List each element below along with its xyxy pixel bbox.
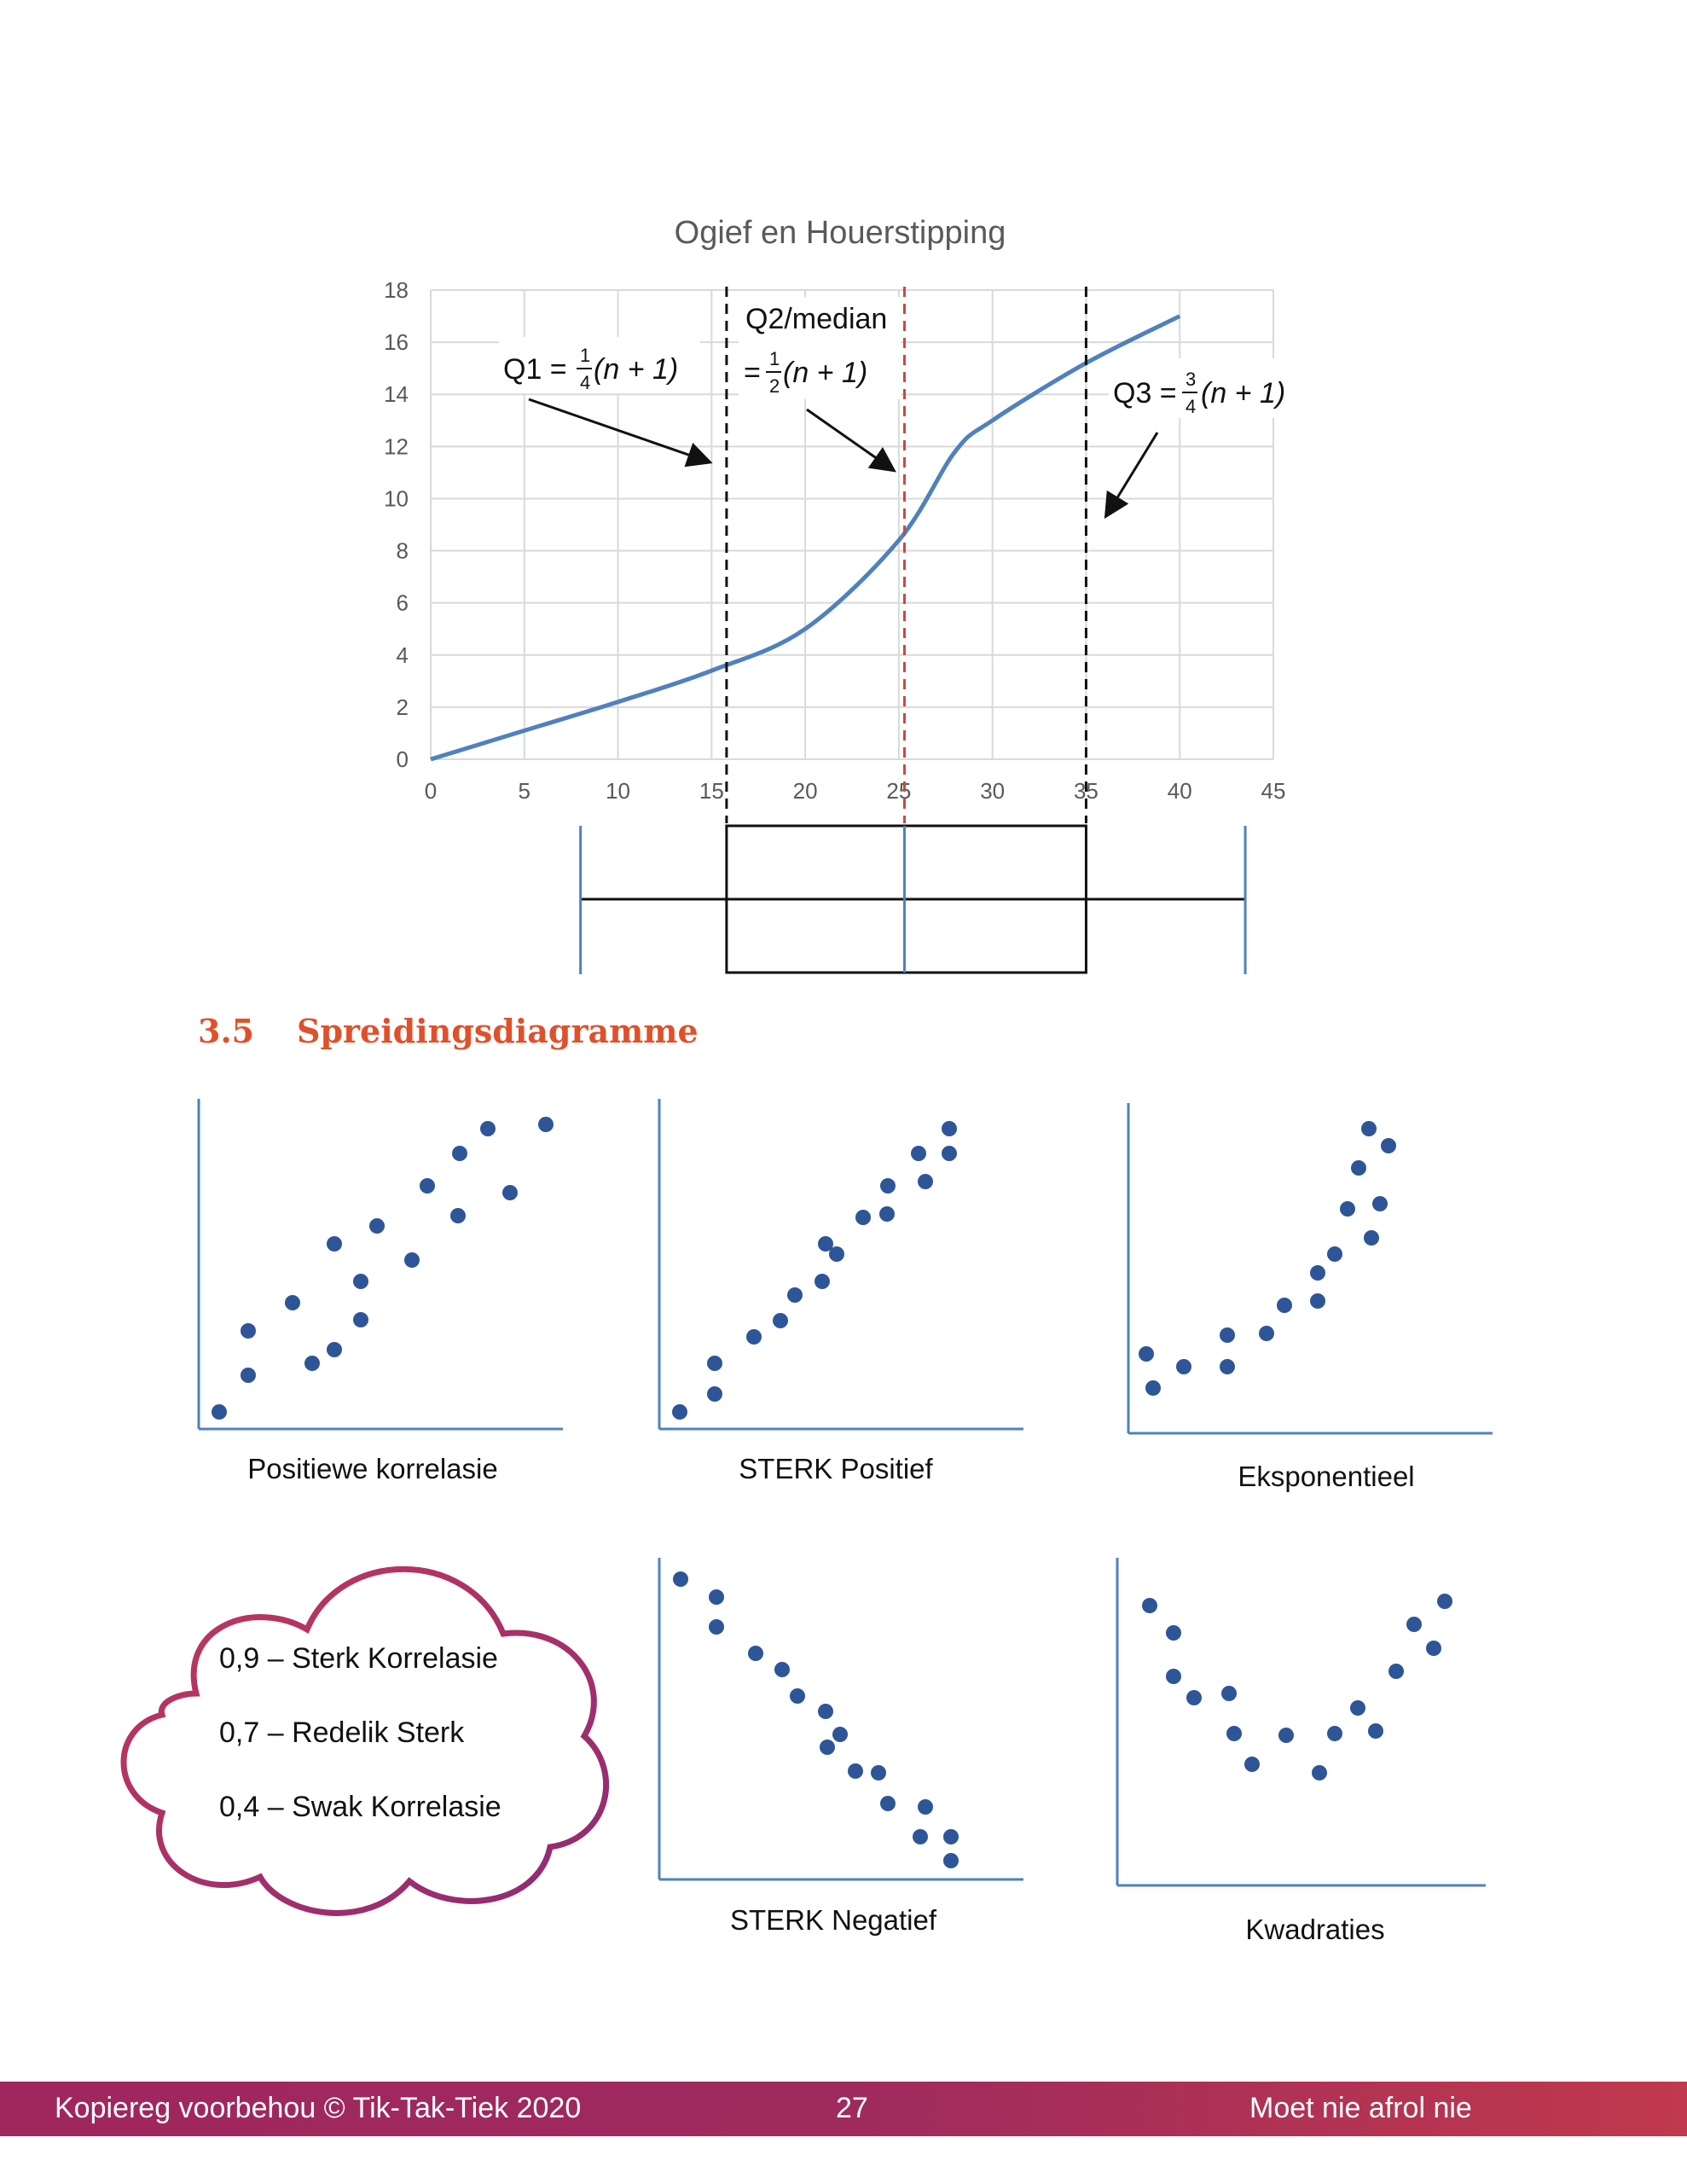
y-tick-label: 0 — [396, 746, 409, 772]
svg-text:(n + 1): (n + 1) — [1201, 377, 1286, 410]
footer-page-number: 27 — [836, 2092, 868, 2124]
footer-copyright: Kopiereg voorbehou © Tik-Tak-Tiek 2020 — [55, 2092, 582, 2124]
section-title: Spreidingsdiagramme — [297, 1012, 699, 1050]
q3-arrow — [1107, 433, 1157, 514]
caption-strong-positive: STERK Positief — [739, 1453, 933, 1484]
scatter-dots — [673, 1571, 959, 1868]
x-tick-label: 15 — [699, 778, 724, 804]
y-tick-label: 4 — [396, 642, 409, 668]
box-plot — [581, 826, 1245, 974]
x-tick-label: 5 — [518, 778, 531, 804]
scatter-strong-positive — [652, 1092, 1045, 1450]
svg-text:1: 1 — [769, 348, 780, 369]
y-tick-label: 18 — [384, 277, 409, 303]
svg-text:4: 4 — [1186, 396, 1197, 417]
q2-arrow — [807, 410, 892, 469]
scatter-quadratic — [1110, 1551, 1503, 1901]
svg-text:4: 4 — [580, 372, 591, 393]
caption-strong-negative: STERK Negatief — [729, 1904, 937, 1936]
scatter-dots — [1139, 1121, 1396, 1396]
y-tick-label: 14 — [384, 381, 409, 408]
x-tick-label: 40 — [1167, 778, 1192, 804]
y-tick-label: 10 — [384, 485, 409, 512]
cloud-line-weak: 0,4 – Swak Korrelasie — [219, 1791, 501, 1823]
cloud-line-strong: 0,9 – Sterk Korrelasie — [219, 1642, 498, 1675]
caption-quadratic: Kwadraties — [1245, 1914, 1385, 1945]
x-tick-label: 30 — [980, 778, 1006, 804]
y-tick-label: 8 — [396, 537, 409, 564]
svg-text:Q3 =: Q3 = — [1113, 377, 1177, 410]
x-tick-label: 35 — [1073, 778, 1099, 804]
scatter-strong-negative — [652, 1551, 1045, 1901]
x-tick-label: 10 — [606, 778, 631, 804]
footer-note: Moet nie afrol nie — [1249, 2092, 1472, 2124]
scatter-dots — [212, 1117, 554, 1420]
x-tick-label: 45 — [1261, 778, 1286, 804]
caption-exponential: Eksponentieel — [1238, 1461, 1415, 1492]
cloud-line-moderate: 0,7 – Redelik Sterk — [219, 1716, 465, 1749]
page-footer — [0, 2082, 1687, 2136]
y-tick-label: 16 — [384, 329, 409, 356]
x-tick-label: 25 — [886, 778, 912, 804]
x-tick-label: 20 — [792, 778, 818, 804]
q3-annotation — [1109, 358, 1313, 418]
section-number: 3.5 — [198, 1012, 255, 1050]
svg-text:3: 3 — [1186, 369, 1197, 390]
svg-text:Q2/median: Q2/median — [745, 303, 888, 335]
scatter-positive — [192, 1092, 584, 1450]
scatter-exponential — [1122, 1096, 1514, 1455]
svg-text:1: 1 — [580, 345, 591, 366]
svg-text:(n + 1): (n + 1) — [783, 357, 868, 389]
ogive-chart — [0, 0, 1687, 990]
scatter-dots — [1142, 1594, 1452, 1780]
y-tick-label: 2 — [396, 694, 409, 720]
svg-text:2: 2 — [769, 375, 780, 397]
q1-annotation — [499, 337, 700, 393]
svg-text:(n + 1): (n + 1) — [594, 353, 679, 386]
x-axis-ticks — [425, 778, 1286, 804]
y-tick-label: 6 — [396, 590, 409, 616]
q2-annotation — [739, 297, 901, 399]
svg-text:=: = — [744, 357, 761, 389]
y-tick-label: 12 — [384, 433, 409, 460]
caption-positive: Positiewe korrelasie — [247, 1453, 498, 1484]
y-axis-ticks — [384, 277, 409, 772]
x-tick-label: 0 — [424, 778, 438, 804]
chart-title: Ogief en Houerstipping — [674, 215, 1006, 251]
section-heading — [198, 1012, 699, 1050]
scatter-dots — [672, 1121, 957, 1420]
svg-text:Q1 =: Q1 = — [503, 353, 567, 386]
